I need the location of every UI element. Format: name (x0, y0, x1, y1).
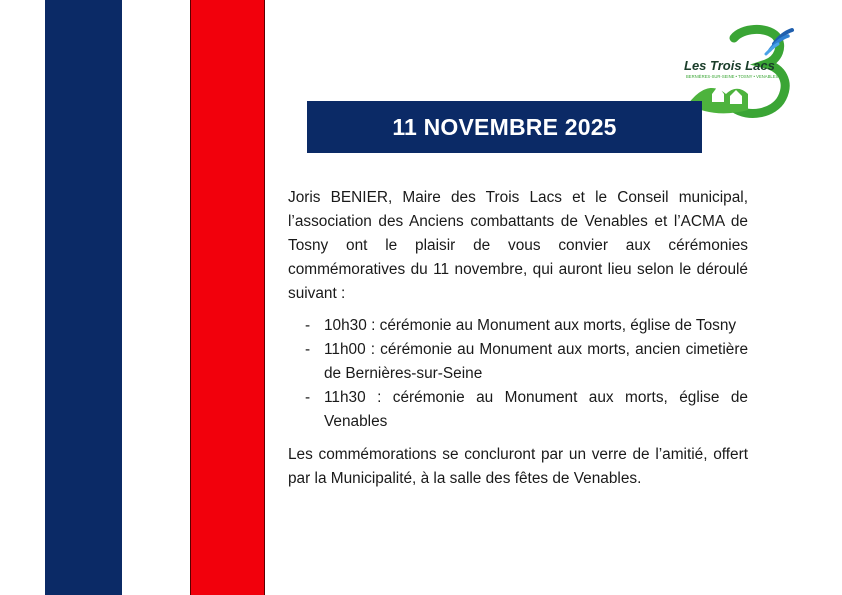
schedule-item-text: 10h30 : cérémonie au Monument aux morts, église de Tosny (324, 317, 737, 334)
intro-paragraph: Joris BENIER, Maire des Trois Lacs et le Conseil municipal, l’association des Anciens combattants de Venables et l’ACMA de Tosny ont le plaisir de vous convier aux cérémonies commémoratives du 11 novembre, qui auront lieu selon le déroulé suivant : (288, 189, 748, 302)
page-title (307, 101, 702, 153)
flag-band-red (190, 0, 265, 595)
schedule-item (288, 314, 748, 338)
schedule-item (288, 338, 748, 386)
schedule-list (288, 314, 748, 434)
list-dash: - (305, 389, 311, 406)
logo-name: Les Trois Lacs (684, 58, 775, 73)
page-title-text: 11 NOVEMBRE 2025 (392, 113, 617, 140)
list-dash: - (305, 317, 311, 334)
flag-band-blue (45, 0, 122, 595)
list-dash: - (305, 341, 311, 358)
closing-paragraph: Les commémorations se concluront par un verre de l’amitié, offert par la Municipalité, à la salle des fêtes de Venables. (288, 446, 748, 487)
schedule-item (288, 386, 748, 434)
schedule-item-text: 11h00 : cérémonie au Monument aux morts, ancien cimetière de Bernières-sur-Seine (324, 341, 748, 382)
logo-tagline: BERNIÈRES-SUR-SEINE • TOSNY • VENABLES (686, 74, 779, 79)
schedule-item-text: 11h30 : cérémonie au Monument aux morts, église de Venables (324, 389, 748, 430)
invitation-body (288, 186, 748, 491)
